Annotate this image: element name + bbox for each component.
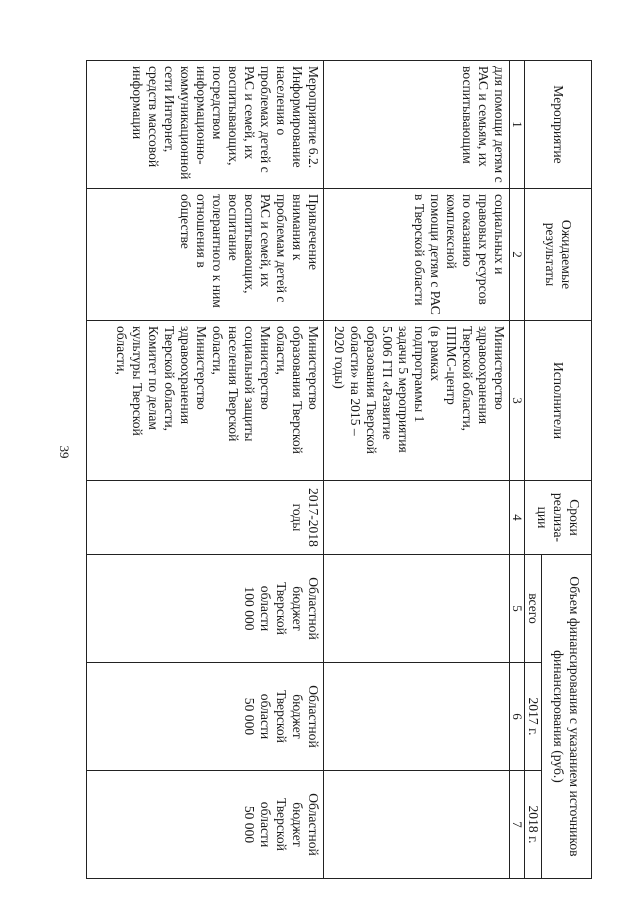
cell-line: области [258,585,273,632]
cell-line: проблемах детей с [258,66,273,173]
cell-line: толерантного к ним [210,194,225,308]
cell-line: проблемам детей с [274,194,289,303]
cell-line: сети Интернет, [162,66,177,153]
cell-line: бюджет [290,802,305,847]
cell-line: Тверской [274,690,289,743]
cell-line: Тверской [274,582,289,635]
cell-line: социальной защиты [242,326,257,442]
subheader-2018: 2018 г. [525,771,542,879]
cell-line: внимания к [290,194,305,261]
cell-line: области» на 2015 – [348,326,363,436]
cell-line: культуры Тверской [130,326,145,436]
cell-period [324,481,510,555]
table-row [87,61,324,879]
cell-executors [87,321,324,481]
cell-activity [324,61,510,189]
cell-line: РАС и семьям, их [476,66,491,167]
cell-line: для помощи детям с [492,66,507,183]
cell-line: воспитывающих, [242,194,257,294]
column-number: 1 [510,61,525,189]
header-row [542,61,592,879]
cell-line: социальных и [492,194,507,275]
cell-line: 5.006 ГП «Развитие [380,326,395,440]
header-executors: Исполнители [525,321,592,481]
cell-line: населения о [274,66,289,136]
cell-line: задачи 5 мероприятия [396,326,411,453]
cell-line: 50 000 [242,805,257,844]
cell-2017 [324,663,510,771]
cell-period [87,481,324,555]
table-row [324,61,510,879]
cell-line: РАС и семей, их [258,194,273,288]
cell-results [324,189,510,321]
cell-line: обществе [178,194,193,249]
column-number: 4 [510,481,525,555]
header-financing: Объем финансирования с указанием источников финансирования (руб.) [542,555,592,879]
cell-line: подпрограммы 1 [412,326,427,423]
cell-line: воспитывающих, [226,66,241,166]
cell-line: информационно- [194,66,209,165]
cell-total [87,555,324,663]
cell-line: области, [274,326,289,375]
cell-line: области, [210,326,225,375]
cell-line: помощи детям с РАС [428,194,443,315]
activities-table [86,60,592,879]
page-number: 39 [57,445,72,459]
cell-line: годы [290,503,305,532]
cell-line: средств массовой [146,66,161,168]
column-number: 3 [510,321,525,481]
cell-line: Тверской [274,798,289,851]
cell-line: бюджет [290,586,305,631]
column-number-row [510,61,525,879]
cell-line: Мероприятие 6.2. [306,66,321,169]
cell-line: образования Тверской [364,326,379,454]
cell-line: населения Тверской [226,326,241,442]
cell-line: в Тверской области [412,194,427,306]
cell-line: бюджет [290,694,305,739]
cell-line: Тверской области, [460,326,475,432]
cell-line: Информирование [290,66,305,168]
cell-line: Министерство [306,326,321,410]
cell-line: 50 000 [242,697,257,736]
header-period: Сроки реализа-ции [525,481,592,555]
cell-results [87,189,324,321]
cell-line: информации [130,66,145,140]
cell-line: воспитание [226,194,241,261]
column-number: 6 [510,663,525,771]
cell-line: 100 000 [242,586,257,631]
cell-line: Министерство [492,326,507,410]
subheader-2017: 2017 г. [525,663,542,771]
cell-line: правовых ресурсов [476,194,491,305]
cell-line: 2017-2018 [306,488,321,547]
cell-line: коммуникационной [178,66,193,180]
cell-line: образования Тверской [290,326,305,454]
cell-line: Областной [306,793,321,856]
cell-line: Привлечение [306,194,321,271]
cell-line: Министерство [194,326,209,410]
column-number: 2 [510,189,525,321]
cell-line: Областной [306,685,321,748]
cell-line: Министерство [258,326,273,410]
cell-line: по оказанию [460,194,475,267]
cell-executors [324,321,510,481]
column-number: 7 [510,771,525,879]
rotated-table-container [87,60,592,878]
cell-2017 [87,663,324,771]
cell-line: Комитет по делам [146,326,161,430]
cell-2018 [324,771,510,879]
header-activity: Мероприятие [525,61,592,189]
cell-activity [87,61,324,189]
cell-line: Областной [306,577,321,640]
cell-line: здравоохранения [178,326,193,425]
cell-line: Тверской области, [162,326,177,432]
cell-line: посредством [210,66,225,140]
cell-line: комплексной [444,194,459,269]
header-results: Ожидаемые результаты [525,189,592,321]
cell-total [324,555,510,663]
subheader-total: всего [525,555,542,663]
cell-line: отношения в [194,194,209,268]
cell-2018 [87,771,324,879]
cell-line: области, [114,326,129,375]
column-number: 5 [510,555,525,663]
cell-line: здравоохранения [476,326,491,425]
cell-line: воспитывающим [460,66,475,164]
cell-line: области [258,801,273,848]
cell-line: РАС и семей, их [242,66,257,160]
cell-line: ППМС-центр [444,326,459,405]
cell-line: 2020 годы) [332,326,347,389]
cell-line: (в рамках [428,326,443,382]
cell-line: области [258,693,273,740]
